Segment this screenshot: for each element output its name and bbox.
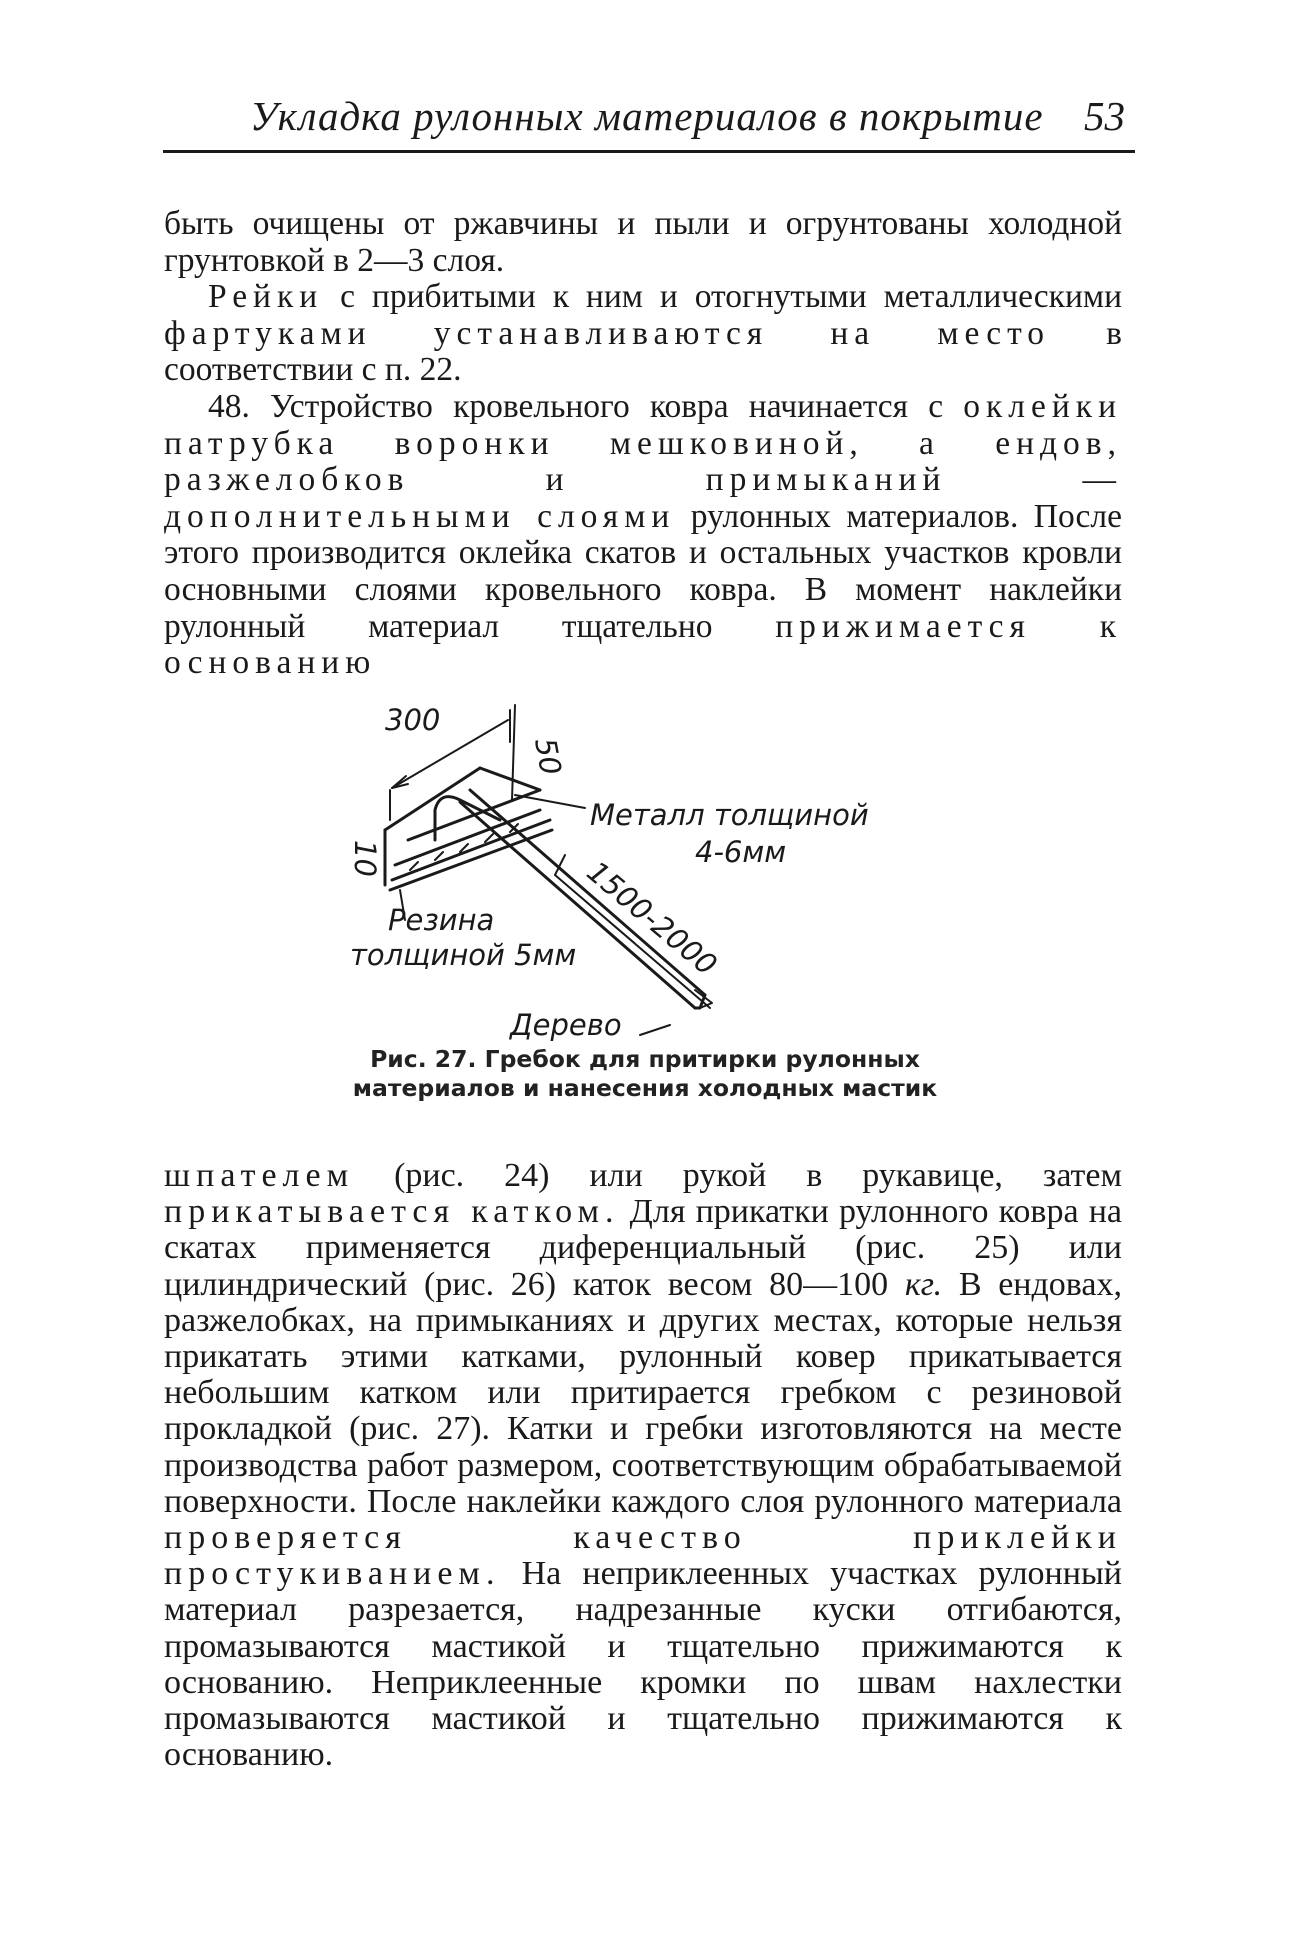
emphasis-spatula: шпателем [164, 1157, 355, 1194]
dim-50-label: 50 [528, 735, 568, 778]
wood-label: Дерево [510, 1008, 622, 1042]
rubber-label-line1: Резина [388, 903, 495, 937]
caption-line-1: Рис. 27. Гребок для притирки рулонных [370, 1045, 920, 1073]
leader-wood [640, 1025, 670, 1035]
paragraph-48 [164, 389, 1122, 682]
running-head [165, 92, 1133, 142]
dim-length-label: 1500-2000 [580, 854, 724, 982]
running-head-title: Укладка рулонных материалов в покрытие [250, 93, 1044, 139]
leader-metal [515, 795, 585, 808]
emphasis-quality-check: проверяется качество приклейки простукиванием. [164, 1519, 1122, 1593]
figure-caption [345, 1045, 945, 1103]
page-number: 53 [1084, 93, 1125, 139]
emphasis-rails: Рейки [208, 278, 324, 316]
unit-kg: кг. [904, 1265, 943, 1303]
emphasis-rolled: прикатывается катком. [164, 1193, 620, 1231]
blade-top-edge [385, 768, 480, 830]
blade-right-top [480, 768, 540, 790]
bottom-text-3: В ендовах, разжелобках, на примыканиях и других местах, которые нельзя прикатать этими катками, рулонный ковер прикатывается небольшим катком или притирается гребком с резиновой прокладкой (рис. 27). Катки и гребки изготовляются на месте производства работ размером, соответствующим обрабатываемой поверхности. После наклейки каждого слоя рулонного материала [164, 1265, 1122, 1520]
paragraph-2-text-a: с прибитыми к ним и отогнутыми металлическими [323, 278, 1122, 316]
dim-300-arrow [392, 776, 408, 788]
paragraph-1 [164, 206, 1122, 279]
dim-300-label: 300 [385, 703, 441, 737]
rubber-label-line2: толщиной 5мм [350, 938, 577, 972]
paragraph-continued [164, 1158, 1122, 1773]
paragraph-2-text-b: в соответствии с п. 22. [164, 314, 1123, 389]
paragraph-2 [164, 279, 1122, 389]
scraper-drawing [340, 690, 960, 1050]
caption-line-2: материалов и нанесения холодных мастик [352, 1074, 938, 1102]
bottom-text-1: (рис. 24) или рукой в рукавице, затем [354, 1157, 1122, 1194]
paragraph-48-text-a: 48. Устройство кровельного ковра начинается с [208, 387, 964, 425]
dim-10-label: 10 [348, 840, 382, 877]
header-rule [163, 150, 1135, 153]
rubber-strip-top [392, 820, 550, 880]
emphasis-aprons: фартуками устанавливаются на место [164, 314, 1051, 352]
paragraph-48-text-b: рулонных материалов. После этого производится оклейка скатов и остальных участков кровли основными слоями кровельного ковра. В момент наклейки рулонный материал тщательно [164, 497, 1123, 645]
bottom-text-2: Для прикатки рулонного ковра на скатах применяется диференциальный (рис. 25) или цилиндрический (рис. 26) каток весом 80—100 [164, 1193, 1122, 1303]
emphasis-pasting: оклейки патрубка воронки мешковиной, а ендов, разжелобков и примыканий — дополнительными слоями [164, 387, 1122, 535]
bottom-text-block [164, 1158, 1122, 1773]
emphasis-pressed: прижимается к основанию [164, 607, 1122, 682]
top-text-block [164, 206, 1122, 682]
metal-label-line1: Металл толщиной [590, 798, 869, 832]
figure-27 [340, 690, 960, 1050]
dim-50-line [512, 705, 515, 800]
paragraph-1-text: быть очищены от ржавчины и пыли и огрунтованы холодной грунтовкой в 2—3 слоя. [164, 205, 1122, 279]
metal-label-line2: 4-6мм [695, 835, 787, 869]
bottom-text-4: На неприклеенных участках рулонный материал разрезается, надрезанные куски отгибаются, промазываются мастикой и тщательно прижимаются к основанию. Неприклеенные кромки по швам нахлестки промазываются мастикой и тщательно прижимаются к основанию. [164, 1555, 1122, 1774]
